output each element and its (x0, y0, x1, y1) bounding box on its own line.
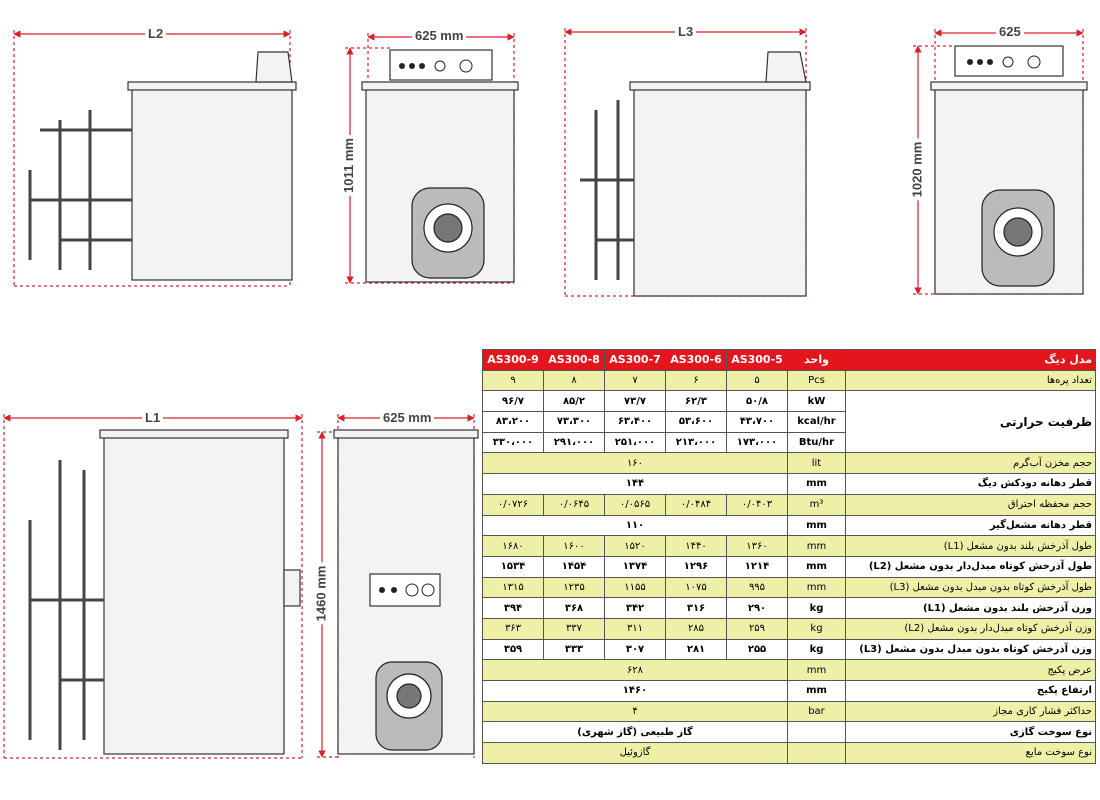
table-row (483, 701, 1096, 722)
table-cell-value: ۱۲۱۴ (727, 556, 788, 577)
table-row (483, 391, 1096, 412)
table-cell-unit: mm (788, 660, 846, 681)
table-cell-value: ۰/۰۷۲۶ (483, 494, 544, 515)
table-cell-value: ۳۵۹ (483, 639, 544, 660)
model-col-header: AS300-7 (605, 350, 666, 371)
model-col-header: AS300-9 (483, 350, 544, 371)
table-cell-value: ۶۲/۳ (666, 391, 727, 412)
dim-l1-label: L1 (142, 410, 163, 425)
table-cell-value: ۳۶۸ (544, 598, 605, 619)
table-cell-value: ۳۱۱ (605, 618, 666, 639)
spec-table-body (483, 370, 1096, 763)
table-cell-value: ۴ (483, 701, 788, 722)
table-cell-value: ۵۰/۸ (727, 391, 788, 412)
table-cell-value: ۱۴۶۰ (483, 681, 788, 702)
table-cell-label: ظرفیت حرارتی (846, 391, 1096, 453)
table-cell-label: قطر دهانه دودکش دیگ (846, 474, 1096, 495)
table-cell-value: ۱۲۹۶ (666, 556, 727, 577)
table-row (483, 722, 1096, 743)
table-row (483, 474, 1096, 495)
table-cell-label: تعداد پره‌ها (846, 370, 1096, 391)
table-cell-label: طول آذرخش بلند بدون مشعل (L1) (846, 536, 1096, 557)
table-cell-value: گازوئیل (483, 743, 788, 764)
table-cell-value: ۸۳،۲۰۰ (483, 412, 544, 433)
model-col-header: AS300-6 (666, 350, 727, 371)
table-cell-value: ۲۹۰ (727, 598, 788, 619)
table-cell-unit: mm (788, 556, 846, 577)
table-cell-value: ۳۳۰،۰۰۰ (483, 432, 544, 453)
table-cell-value: ۷۳،۳۰۰ (544, 412, 605, 433)
table-cell-value: ۱۱۰ (483, 515, 788, 536)
table-cell-value: ۱۳۷۴ (605, 556, 666, 577)
table-cell-label: حداکثر فشار کاری مجاز (846, 701, 1096, 722)
table-cell-unit: kW (788, 391, 846, 412)
table-cell-label: نوع سوخت گازی (846, 722, 1096, 743)
table-cell-value: ۲۵۵ (727, 639, 788, 660)
table-cell-value: ۳۱۶ (666, 598, 727, 619)
unit-col-header: واحد (788, 350, 846, 371)
table-cell-value: ۵ (727, 370, 788, 391)
table-cell-value: ۰/۰۴۰۳ (727, 494, 788, 515)
table-cell-label: حجم مخزن آب‌گرم (846, 453, 1096, 474)
table-cell-value: ۱۶۸۰ (483, 536, 544, 557)
table-cell-unit: kg (788, 598, 846, 619)
table-cell-unit: mm (788, 577, 846, 598)
table-cell-value: ۰/۰۶۴۵ (544, 494, 605, 515)
table-cell-value: ۲۹۱،۰۰۰ (544, 432, 605, 453)
table-cell-label: طول آذرخش کوتاه مبدل‌دار بدون مشعل (L2) (846, 556, 1096, 577)
dim-width-label-2: 625 (996, 24, 1024, 39)
table-cell-unit: mm (788, 474, 846, 495)
dim-l2-label: L2 (145, 26, 166, 41)
dim-height-label-2: 1020 mm (909, 139, 924, 201)
spec-table-header (483, 350, 1096, 371)
table-row (483, 598, 1096, 619)
table-row (483, 494, 1096, 515)
boiler-body-side-l1 (104, 436, 284, 754)
table-cell-unit: kg (788, 639, 846, 660)
table-cell-value: ۳۳۷ (544, 618, 605, 639)
table-row (483, 515, 1096, 536)
table-cell-value: ۹۶/۷ (483, 391, 544, 412)
dim-height-label-1: 1011 mm (341, 135, 356, 196)
table-cell-value: ۶۳،۴۰۰ (605, 412, 666, 433)
table-cell-value: ۳۹۴ (483, 598, 544, 619)
table-cell-label: حجم محفظه احتراق (846, 494, 1096, 515)
table-cell-label: وزن آذرخش کوتاه مبدل‌دار بدون مشعل (L2) (846, 618, 1096, 639)
table-cell-label: ارتفاع پکیج (846, 681, 1096, 702)
table-row (483, 660, 1096, 681)
table-cell-value: ۴۳،۷۰۰ (727, 412, 788, 433)
table-cell-value: ۱۵۳۴ (483, 556, 544, 577)
table-row (483, 370, 1096, 391)
table-cell-value: ۶۲۸ (483, 660, 788, 681)
table-cell-value: ۲۸۱ (666, 639, 727, 660)
model-col-header: AS300-5 (727, 350, 788, 371)
table-cell-value: ۱۱۵۵ (605, 577, 666, 598)
table-row (483, 453, 1096, 474)
dim-width-label-3: 625 mm (380, 410, 434, 425)
table-cell-value: ۰/۰۵۶۵ (605, 494, 666, 515)
table-cell-value: ۱۴۵۴ (544, 556, 605, 577)
table-cell-unit: bar (788, 701, 846, 722)
table-row (483, 577, 1096, 598)
table-cell-value: ۲۵۱،۰۰۰ (605, 432, 666, 453)
table-cell-unit: kg (788, 618, 846, 639)
table-cell-value: ۷۳/۷ (605, 391, 666, 412)
table-cell-value: ۱۶۰ (483, 453, 788, 474)
table-cell-unit: kcal/hr (788, 412, 846, 433)
table-cell-value: گاز طبیعی (گاز شهری) (483, 722, 788, 743)
model-label-header: مدل دیگ (846, 350, 1096, 371)
table-cell-value: ۱۴۴۰ (666, 536, 727, 557)
table-cell-value: ۲۵۹ (727, 618, 788, 639)
table-cell-value: ۸۵/۲ (544, 391, 605, 412)
table-cell-label: عرض پکیج (846, 660, 1096, 681)
table-cell-label: طول آذرخش کوتاه بدون مبدل بدون مشعل (L3) (846, 577, 1096, 598)
dim-l3-label: L3 (675, 24, 696, 39)
table-cell-value: ۹ (483, 370, 544, 391)
table-cell-value: ۱۶۰۰ (544, 536, 605, 557)
table-cell-unit (788, 743, 846, 764)
table-cell-value: ۱۵۲۰ (605, 536, 666, 557)
table-cell-value: ۱۳۶۰ (727, 536, 788, 557)
table-cell-value: ۳۰۷ (605, 639, 666, 660)
table-cell-value: ۳۳۳ (544, 639, 605, 660)
table-cell-unit: lit (788, 453, 846, 474)
table-cell-value: ۲۸۵ (666, 618, 727, 639)
table-cell-value: ۲۱۳،۰۰۰ (666, 432, 727, 453)
table-cell-value: ۱۴۴ (483, 474, 788, 495)
table-cell-value: ۹۹۵ (727, 577, 788, 598)
table-cell-value: ۵۳،۶۰۰ (666, 412, 727, 433)
table-cell-label: نوع سوخت مایع (846, 743, 1096, 764)
table-cell-label: وزن آذرخش کوتاه بدون مبدل بدون مشعل (L3) (846, 639, 1096, 660)
table-cell-unit: Pcs (788, 370, 846, 391)
table-cell-value: ۱۳۱۵ (483, 577, 544, 598)
table-cell-value: ۱۰۷۵ (666, 577, 727, 598)
table-cell-value: ۱۷۳،۰۰۰ (727, 432, 788, 453)
dim-width-label-1: 625 mm (412, 28, 466, 43)
table-row (483, 618, 1096, 639)
table-cell-unit: Btu/hr (788, 432, 846, 453)
spec-table (482, 349, 1096, 764)
table-cell-value: ۳۴۲ (605, 598, 666, 619)
table-row (483, 639, 1096, 660)
table-cell-unit: m³ (788, 494, 846, 515)
table-row (483, 556, 1096, 577)
table-row (483, 536, 1096, 557)
table-cell-unit (788, 722, 846, 743)
table-row (483, 743, 1096, 764)
table-cell-value: ۸ (544, 370, 605, 391)
table-cell-unit: mm (788, 536, 846, 557)
dim-height-label-3: 1460 mm (313, 563, 328, 625)
table-cell-value: ۱۲۳۵ (544, 577, 605, 598)
table-cell-value: ۰/۰۴۸۴ (666, 494, 727, 515)
table-cell-value: ۶ (666, 370, 727, 391)
table-cell-value: ۳۶۳ (483, 618, 544, 639)
boiler-body-side-l3 (634, 88, 806, 296)
table-row (483, 681, 1096, 702)
table-cell-unit: mm (788, 681, 846, 702)
model-col-header: AS300-8 (544, 350, 605, 371)
boiler-body-side-l2 (132, 88, 292, 280)
table-cell-label: وزن آذرخش بلند بدون مشعل (L1) (846, 598, 1096, 619)
table-cell-value: ۷ (605, 370, 666, 391)
table-cell-unit: mm (788, 515, 846, 536)
table-cell-label: قطر دهانه مشعل‌گیر (846, 515, 1096, 536)
